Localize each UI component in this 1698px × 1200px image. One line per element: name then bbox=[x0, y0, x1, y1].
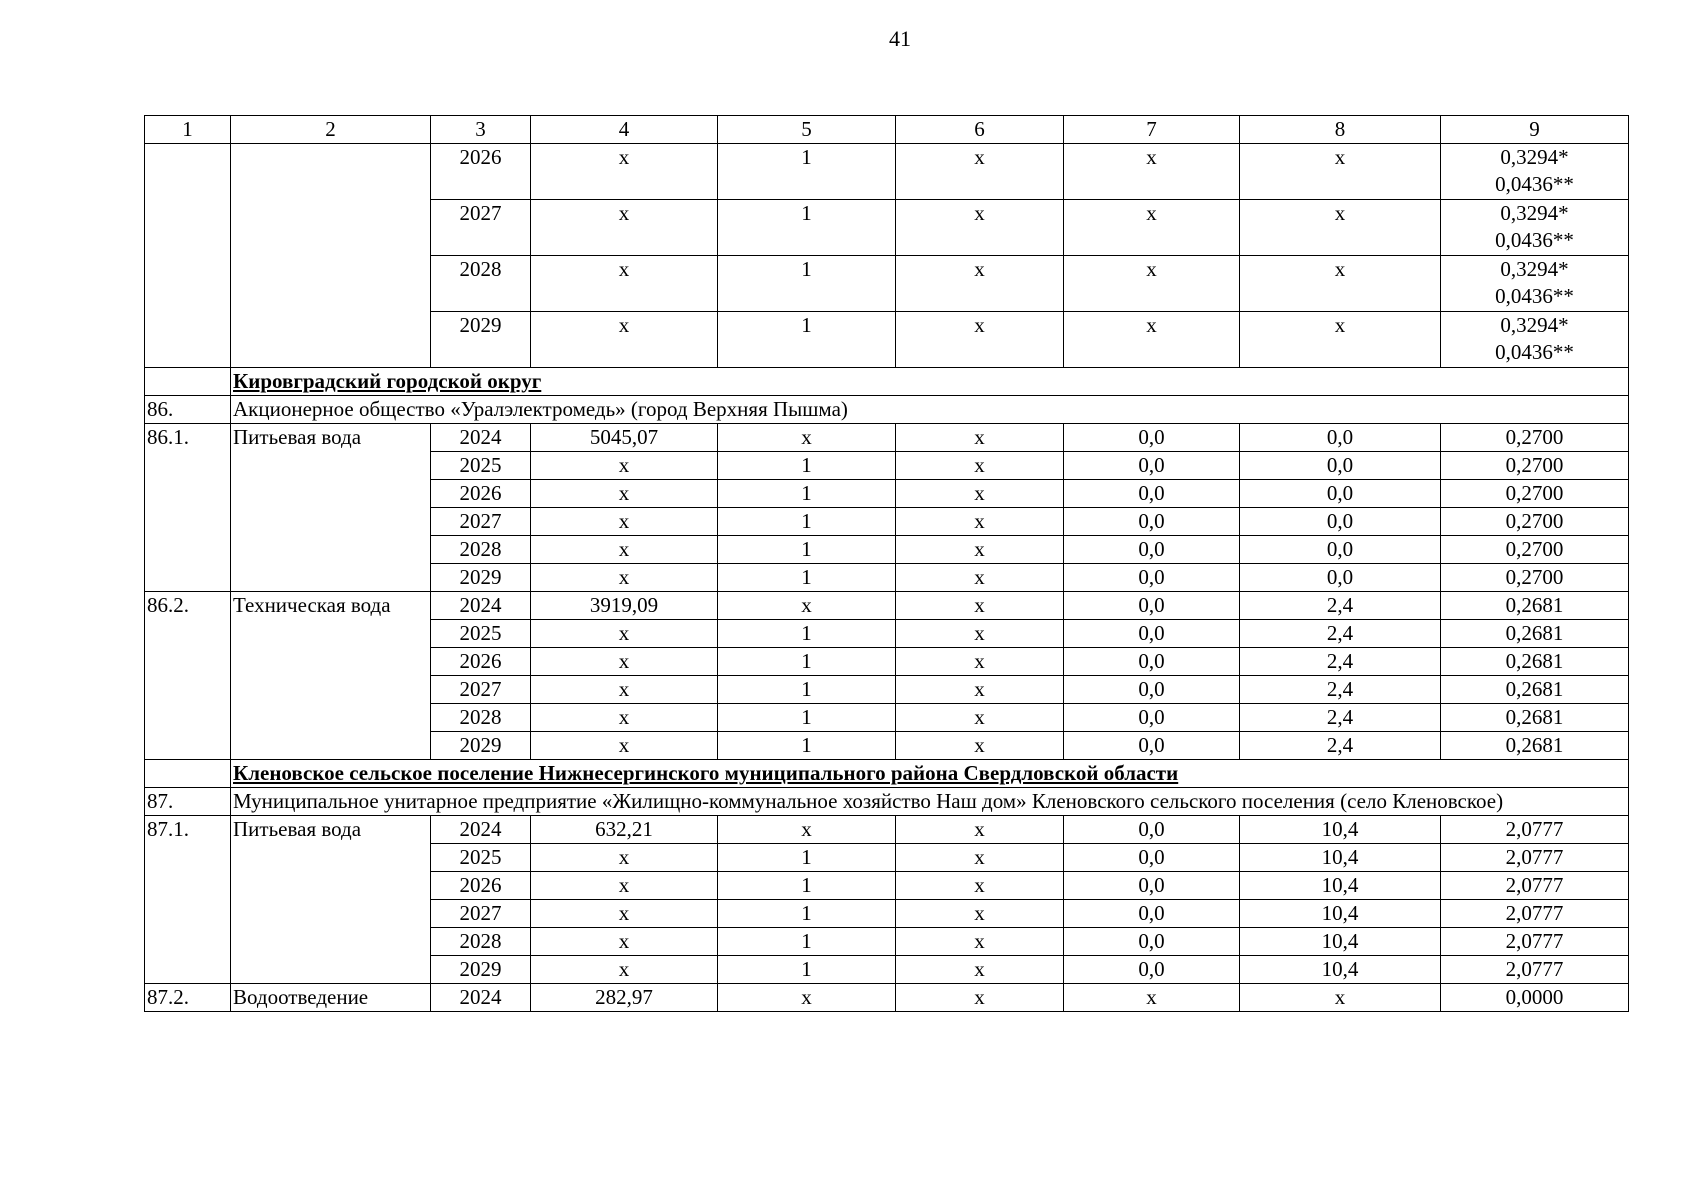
year-cell: 2025 bbox=[431, 844, 531, 872]
value-cell: 5045,07 bbox=[531, 424, 718, 452]
value-cell: 2,0777 bbox=[1441, 956, 1629, 984]
value-cell: 10,4 bbox=[1240, 844, 1441, 872]
number-cell bbox=[145, 760, 231, 788]
value-cell: х bbox=[531, 648, 718, 676]
value-cell: х bbox=[896, 536, 1064, 564]
value-cell: х bbox=[896, 144, 1064, 200]
value-cell: х bbox=[531, 312, 718, 368]
value-cell: 1 bbox=[718, 620, 896, 648]
value-cell: х bbox=[531, 732, 718, 760]
value-cell: 0,2681 bbox=[1441, 704, 1629, 732]
value-cell: 0,0 bbox=[1064, 564, 1240, 592]
value-cell: х bbox=[531, 452, 718, 480]
value-cell: х bbox=[896, 564, 1064, 592]
value-cell: 1 bbox=[718, 648, 896, 676]
value-cell: 632,21 bbox=[531, 816, 718, 844]
item-name: Питьевая вода bbox=[231, 816, 431, 984]
value-cell: 1 bbox=[718, 704, 896, 732]
value-cell: 1 bbox=[718, 564, 896, 592]
year-cell: 2027 bbox=[431, 676, 531, 704]
value-cell: 1 bbox=[718, 256, 896, 312]
value-cell: х bbox=[896, 592, 1064, 620]
value-cell: х bbox=[531, 844, 718, 872]
year-cell: 2026 bbox=[431, 648, 531, 676]
value-cell: х bbox=[531, 480, 718, 508]
value-cell: х bbox=[718, 816, 896, 844]
section-title-row bbox=[145, 760, 1629, 788]
value-cell: 10,4 bbox=[1240, 816, 1441, 844]
organization-row bbox=[145, 788, 1629, 816]
value-cell: 10,4 bbox=[1240, 872, 1441, 900]
table-row bbox=[145, 424, 1629, 452]
value-cell: х bbox=[896, 452, 1064, 480]
item-number: 86.1. bbox=[145, 424, 231, 592]
value-cell: 0,2700 bbox=[1441, 452, 1629, 480]
value-cell: 2,4 bbox=[1240, 592, 1441, 620]
value-cell: х bbox=[531, 200, 718, 256]
table-row bbox=[145, 592, 1629, 620]
value-cell: х bbox=[896, 312, 1064, 368]
value-cell: 0,0 bbox=[1064, 592, 1240, 620]
value-cell: 0,3294* 0,0436** bbox=[1441, 144, 1629, 200]
year-cell: 2027 bbox=[431, 200, 531, 256]
value-cell: 0,0 bbox=[1064, 676, 1240, 704]
value-cell: 0,2681 bbox=[1441, 620, 1629, 648]
value-cell: х bbox=[531, 144, 718, 200]
value-cell: 0,2700 bbox=[1441, 424, 1629, 452]
year-cell: 2026 bbox=[431, 872, 531, 900]
value-cell: 2,0777 bbox=[1441, 872, 1629, 900]
value-cell: 0,0 bbox=[1240, 564, 1441, 592]
value-cell: 0,0 bbox=[1240, 536, 1441, 564]
table-row bbox=[145, 984, 1629, 1012]
year-cell: 2025 bbox=[431, 620, 531, 648]
column-header: 5 bbox=[718, 116, 896, 144]
value-cell: х bbox=[531, 508, 718, 536]
value-cell: 1 bbox=[718, 144, 896, 200]
value-cell: 0,0 bbox=[1064, 648, 1240, 676]
value-cell: 0,0 bbox=[1240, 452, 1441, 480]
value-cell: х bbox=[896, 676, 1064, 704]
value-cell: 0,2700 bbox=[1441, 508, 1629, 536]
value-cell: 0,0 bbox=[1064, 816, 1240, 844]
year-cell: 2026 bbox=[431, 144, 531, 200]
value-cell: 0,3294* 0,0436** bbox=[1441, 200, 1629, 256]
section-title: Кировградский городской округ bbox=[231, 368, 1629, 396]
value-cell: 1 bbox=[718, 900, 896, 928]
item-name: Водоотведение bbox=[231, 984, 431, 1012]
value-cell: х bbox=[531, 704, 718, 732]
value-cell: 0,0 bbox=[1064, 480, 1240, 508]
value-cell: 0,0 bbox=[1064, 956, 1240, 984]
value-cell: х bbox=[531, 620, 718, 648]
table-row bbox=[145, 144, 1629, 200]
organization-name: Акционерное общество «Уралэлектромедь» (город Верхняя Пышма) bbox=[231, 396, 1629, 424]
value-cell: 0,0 bbox=[1064, 620, 1240, 648]
value-cell: х bbox=[896, 424, 1064, 452]
item-name: Питьевая вода bbox=[231, 424, 431, 592]
value-cell: 2,0777 bbox=[1441, 900, 1629, 928]
value-cell: х bbox=[531, 872, 718, 900]
value-cell: х bbox=[1240, 256, 1441, 312]
value-cell: х bbox=[896, 844, 1064, 872]
value-cell: 10,4 bbox=[1240, 900, 1441, 928]
year-cell: 2028 bbox=[431, 704, 531, 732]
column-header: 4 bbox=[531, 116, 718, 144]
value-cell: х bbox=[718, 592, 896, 620]
column-header: 2 bbox=[231, 116, 431, 144]
value-cell: 1 bbox=[718, 480, 896, 508]
year-cell: 2028 bbox=[431, 536, 531, 564]
value-cell: 0,0 bbox=[1240, 508, 1441, 536]
value-cell: 0,0 bbox=[1240, 480, 1441, 508]
value-cell: 1 bbox=[718, 312, 896, 368]
value-cell: х bbox=[718, 424, 896, 452]
organization-name: Муниципальное унитарное предприятие «Жилищно-коммунальное хозяйство Наш дом» Кленовского сельского поселения (село Кленовское) bbox=[231, 788, 1629, 816]
value-cell: х bbox=[531, 536, 718, 564]
value-cell: х bbox=[531, 928, 718, 956]
year-cell: 2028 bbox=[431, 256, 531, 312]
value-cell: х bbox=[531, 564, 718, 592]
value-cell: 2,0777 bbox=[1441, 816, 1629, 844]
value-cell: 1 bbox=[718, 928, 896, 956]
value-cell: 0,0000 bbox=[1441, 984, 1629, 1012]
item-number: 86.2. bbox=[145, 592, 231, 760]
value-cell: 0,2681 bbox=[1441, 648, 1629, 676]
name-cell bbox=[231, 144, 431, 368]
year-cell: 2024 bbox=[431, 592, 531, 620]
organization-number: 87. bbox=[145, 788, 231, 816]
value-cell: 2,0777 bbox=[1441, 844, 1629, 872]
table-row bbox=[145, 816, 1629, 844]
value-cell: х bbox=[896, 956, 1064, 984]
value-cell: 2,4 bbox=[1240, 732, 1441, 760]
value-cell: 0,2681 bbox=[1441, 592, 1629, 620]
value-cell: 1 bbox=[718, 732, 896, 760]
value-cell: 0,0 bbox=[1064, 704, 1240, 732]
value-cell: 0,0 bbox=[1064, 732, 1240, 760]
year-cell: 2029 bbox=[431, 956, 531, 984]
value-cell: 0,2700 bbox=[1441, 536, 1629, 564]
item-number: 87.2. bbox=[145, 984, 231, 1012]
value-cell: х bbox=[896, 816, 1064, 844]
year-cell: 2025 bbox=[431, 452, 531, 480]
value-cell: х bbox=[1240, 984, 1441, 1012]
organization-number: 86. bbox=[145, 396, 231, 424]
value-cell: х bbox=[1064, 144, 1240, 200]
tariff-table bbox=[144, 115, 1629, 1012]
column-header: 9 bbox=[1441, 116, 1629, 144]
year-cell: 2029 bbox=[431, 564, 531, 592]
value-cell: 0,0 bbox=[1064, 536, 1240, 564]
column-header: 7 bbox=[1064, 116, 1240, 144]
value-cell: 2,4 bbox=[1240, 648, 1441, 676]
value-cell: 1 bbox=[718, 536, 896, 564]
value-cell: 0,0 bbox=[1064, 928, 1240, 956]
value-cell: 2,4 bbox=[1240, 620, 1441, 648]
value-cell: 1 bbox=[718, 872, 896, 900]
value-cell: х bbox=[531, 956, 718, 984]
value-cell: х bbox=[896, 200, 1064, 256]
value-cell: х bbox=[1240, 200, 1441, 256]
table-body bbox=[145, 116, 1629, 1012]
value-cell: х bbox=[896, 984, 1064, 1012]
column-header: 6 bbox=[896, 116, 1064, 144]
value-cell: 282,97 bbox=[531, 984, 718, 1012]
section-title: Кленовское сельское поселение Нижнесергинского муниципального района Свердловской области bbox=[231, 760, 1629, 788]
value-cell: х bbox=[896, 704, 1064, 732]
table-header-row bbox=[145, 116, 1629, 144]
value-cell: 0,0 bbox=[1064, 872, 1240, 900]
value-cell: х bbox=[1240, 312, 1441, 368]
value-cell: х bbox=[1064, 256, 1240, 312]
page-number: 41 bbox=[889, 26, 911, 51]
value-cell: 2,4 bbox=[1240, 704, 1441, 732]
year-cell: 2027 bbox=[431, 508, 531, 536]
value-cell: х bbox=[1240, 144, 1441, 200]
value-cell: 0,2681 bbox=[1441, 732, 1629, 760]
value-cell: 1 bbox=[718, 844, 896, 872]
value-cell: х bbox=[1064, 312, 1240, 368]
year-cell: 2027 bbox=[431, 900, 531, 928]
value-cell: 1 bbox=[718, 676, 896, 704]
section-title-row bbox=[145, 368, 1629, 396]
value-cell: 0,0 bbox=[1064, 424, 1240, 452]
value-cell: х bbox=[896, 508, 1064, 536]
value-cell: 0,3294* 0,0436** bbox=[1441, 256, 1629, 312]
value-cell: х bbox=[896, 648, 1064, 676]
value-cell: х bbox=[531, 256, 718, 312]
year-cell: 2024 bbox=[431, 984, 531, 1012]
column-header: 1 bbox=[145, 116, 231, 144]
value-cell: 1 bbox=[718, 200, 896, 256]
value-cell: 3919,09 bbox=[531, 592, 718, 620]
value-cell: х bbox=[896, 480, 1064, 508]
value-cell: 0,0 bbox=[1064, 844, 1240, 872]
item-number: 87.1. bbox=[145, 816, 231, 984]
value-cell: х bbox=[531, 676, 718, 704]
value-cell: 0,0 bbox=[1064, 452, 1240, 480]
year-cell: 2024 bbox=[431, 424, 531, 452]
number-cell bbox=[145, 144, 231, 368]
number-cell bbox=[145, 368, 231, 396]
value-cell: 0,0 bbox=[1064, 900, 1240, 928]
year-cell: 2024 bbox=[431, 816, 531, 844]
year-cell: 2029 bbox=[431, 732, 531, 760]
value-cell: 1 bbox=[718, 508, 896, 536]
value-cell: 2,4 bbox=[1240, 676, 1441, 704]
column-header: 3 bbox=[431, 116, 531, 144]
value-cell: 1 bbox=[718, 452, 896, 480]
item-name: Техническая вода bbox=[231, 592, 431, 760]
value-cell: х bbox=[896, 872, 1064, 900]
value-cell: х bbox=[1064, 200, 1240, 256]
column-header: 8 bbox=[1240, 116, 1441, 144]
value-cell: х bbox=[896, 620, 1064, 648]
value-cell: 0,3294* 0,0436** bbox=[1441, 312, 1629, 368]
value-cell: х bbox=[718, 984, 896, 1012]
value-cell: 10,4 bbox=[1240, 956, 1441, 984]
value-cell: 2,0777 bbox=[1441, 928, 1629, 956]
year-cell: 2026 bbox=[431, 480, 531, 508]
value-cell: х bbox=[896, 900, 1064, 928]
value-cell: х bbox=[896, 732, 1064, 760]
organization-row bbox=[145, 396, 1629, 424]
value-cell: 0,2700 bbox=[1441, 480, 1629, 508]
value-cell: 0,2681 bbox=[1441, 676, 1629, 704]
year-cell: 2028 bbox=[431, 928, 531, 956]
value-cell: 10,4 bbox=[1240, 928, 1441, 956]
value-cell: 1 bbox=[718, 956, 896, 984]
value-cell: х bbox=[531, 900, 718, 928]
value-cell: х bbox=[896, 928, 1064, 956]
value-cell: х bbox=[896, 256, 1064, 312]
value-cell: 0,2700 bbox=[1441, 564, 1629, 592]
year-cell: 2029 bbox=[431, 312, 531, 368]
value-cell: 0,0 bbox=[1240, 424, 1441, 452]
value-cell: х bbox=[1064, 984, 1240, 1012]
value-cell: 0,0 bbox=[1064, 508, 1240, 536]
